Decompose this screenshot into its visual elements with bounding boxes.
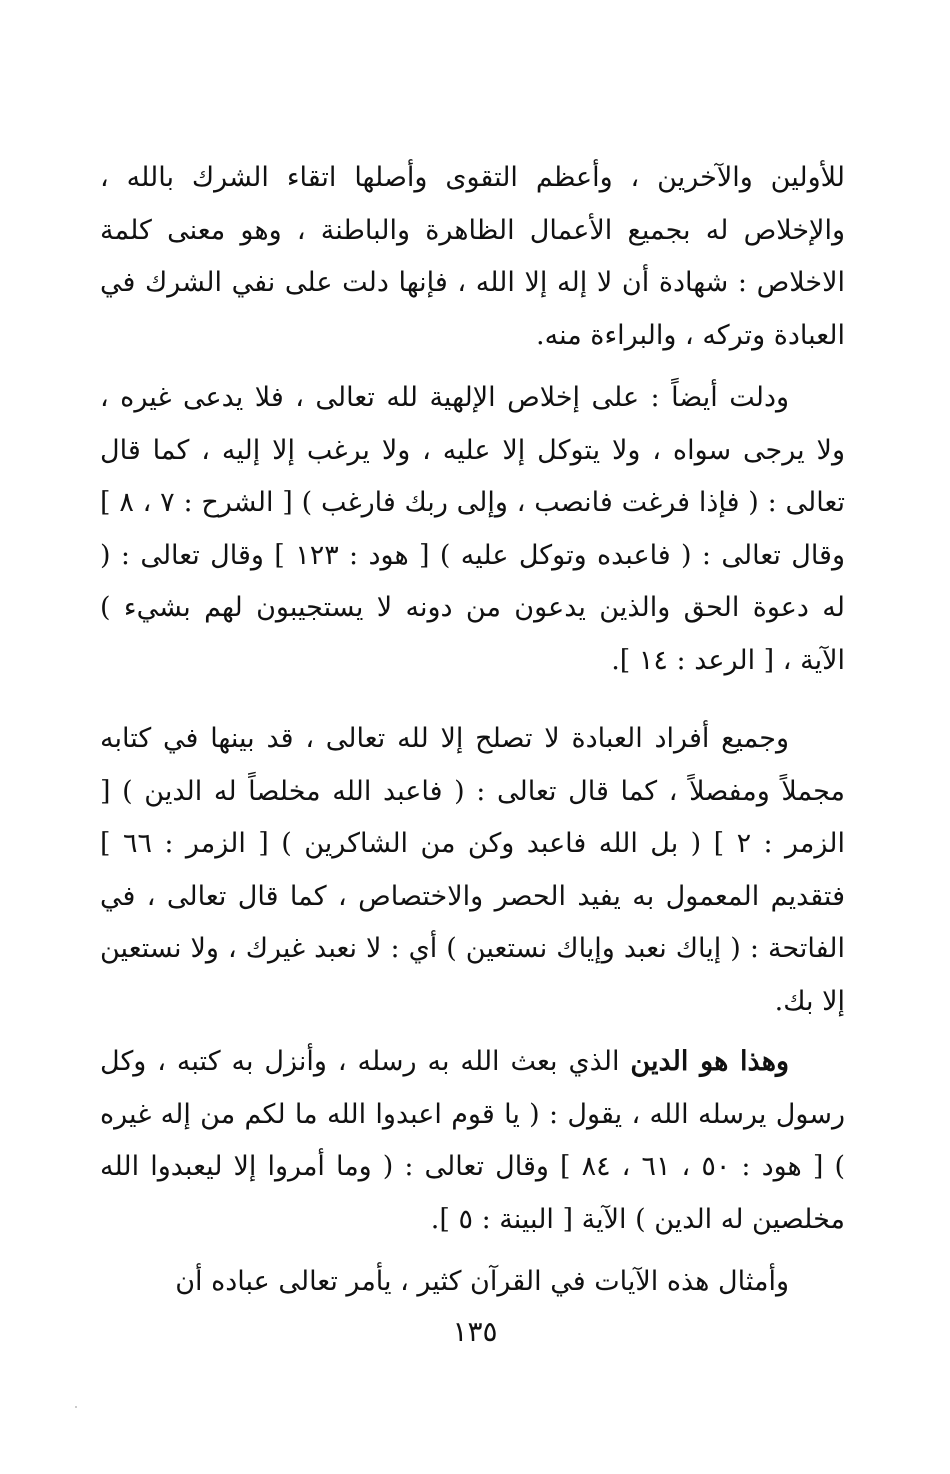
text-line: والإخلاص له بجميع الأعمال الظاهرة والباطنة ، وهو معنى: [167, 214, 845, 246]
text-line: وجميع أفراد العبادة لا تصلح إلا لله تعالى ، قد بينها في: [163, 723, 789, 754]
page-number: ١٣٥: [452, 1315, 498, 1348]
paragraph: [100, 1036, 845, 1246]
text-line: كما قال تعالى ، في الفاتحة : ( إياك نعبد وإياك نستعين ): [100, 880, 845, 964]
text-line: وكل رسول يرسله الله ، يقول : ( يا قوم اعبدوا الله ما لكم من: [100, 1046, 845, 1130]
text-line: الدين ) [ الزمر : ٢ ] ( بل الله فاعبد وكن من الشاكرين ): [100, 775, 845, 859]
body-text: [100, 152, 845, 1309]
text-line: إله غيره ) [ هود : ٥٠ ، ٦١ ، ٨٤ ] وقال تعالى : ( وما: [100, 1098, 845, 1182]
text-line: نفي الشرك في العبادة وتركه ، والبراءة منه.: [100, 267, 845, 351]
paragraph: [100, 1256, 845, 1309]
paragraph: [100, 713, 845, 1028]
text-line: أي : لا نعبد غيرك ، ولا نستعين إلا بك.: [100, 933, 845, 1017]
bold-lead-text: وهذا هو الدين: [630, 1046, 790, 1077]
paragraph: [100, 372, 845, 687]
text-line: غيره ، ولا يرجى سواه ، ولا يتوكل إلا عليه ، ولا يرغب إلا: [100, 382, 845, 466]
text-line: الذي بعث الله به رسله ، وأنزل به كتبه ،: [157, 1046, 631, 1077]
text-line: [ الزمر : ٦٦ ] فتقديم المعمول به يفيد الحصر والاختصاص ،: [100, 828, 845, 912]
scan-speck: [75, 1406, 77, 1408]
text-line: وأمثال هذه الآيات في القرآن كثير ، يأمر تعالى عباده أن: [175, 1266, 789, 1297]
paragraph: [100, 152, 845, 362]
text-line: عليه ) [ هود : ١٢٣ ] وقال تعالى : ( له دعوة الحق والذين: [100, 539, 845, 623]
text-line: فارغب ) [ الشرح : ٧ ، ٨ ] وقال تعالى : ( فاعبده وتوكل: [100, 487, 845, 571]
text-line: للأولين والآخرين ، وأعظم التقوى وأصلها اتقاء الشرك بالله ،: [100, 162, 845, 193]
text-line: إليه ، كما قال تعالى : ( فإذا فرغت فانصب ، وإلى ربك: [100, 434, 845, 518]
text-line: ١٤ ].: [611, 644, 668, 676]
text-line: كلمة الاخلاص : شهادة أن لا إله إلا الله ، فإنها دلت على: [100, 214, 845, 298]
text-line: كتابه مجملاً ومفصلاً ، كما قال تعالى : ( فاعبد الله مخلصاً له: [100, 723, 845, 807]
text-line: ودلت أيضاً : على إخلاص الإلهية لله تعالى ، فلا يدعى: [182, 382, 790, 413]
text-line: يدعون من دونه لا يستجيبون لهم بشيء ) الآية ، [ الرعد :: [100, 592, 845, 676]
text-line: أمروا إلا ليعبدوا الله مخلصين له الدين ) الآية [ البينة : ٥ ].: [100, 1151, 845, 1235]
